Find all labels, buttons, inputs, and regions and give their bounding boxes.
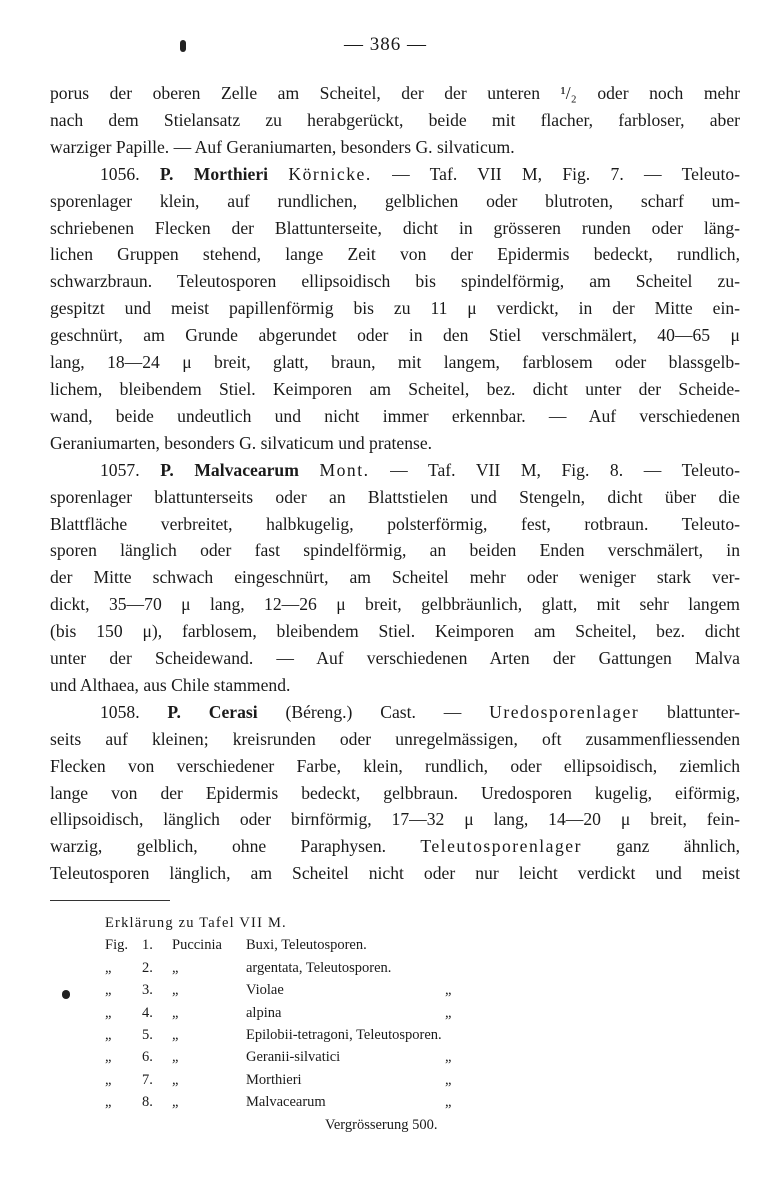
heading-rest: — Taf. VII M, Fig. 8. — Teleuto-: [390, 459, 740, 480]
legend-row: [105, 1024, 605, 1046]
text-line: gespitzt und meist papillenförmig bis zu 11 μ verdickt, in der Mitte ein-: [50, 298, 740, 319]
text-line: lichen Gruppen stehend, lange Zeit von der Epidermis bedeckt, rundlich,: [50, 244, 740, 265]
text-line: Geraniumarten, besonders G. silvaticum und pratense.: [50, 432, 433, 453]
legend-genus: „: [172, 1026, 179, 1043]
legend-ditto: „: [445, 1094, 452, 1111]
legend-fig-label: „: [105, 1026, 112, 1043]
legend-genus: Puccinia: [172, 937, 222, 954]
entry-1058-heading: [50, 699, 740, 726]
legend-row: [105, 1069, 605, 1091]
spaced-term: Uredosporenlager: [489, 701, 640, 722]
genus-abbr: P.: [160, 459, 174, 480]
legend-species: Buxi, Teleutosporen.: [246, 937, 367, 954]
entry-1056-heading: [50, 161, 740, 188]
text-line: sporen länglich oder fast spindelförmig, an beiden Enden verschmälert, in: [50, 540, 740, 561]
text-line: lichem, bleibendem Stiel. Keimporen am Scheitel, bez. dicht unter der Scheide-: [50, 378, 740, 399]
legend-ditto: „: [445, 1004, 452, 1021]
text-segment: ganz ähnlich,: [616, 836, 740, 857]
entry-1057-heading: [50, 457, 740, 484]
text-line: sporenlager klein, auf rundlichen, gelblichen oder blutroten, scharf um-: [50, 190, 740, 211]
legend-fig-number: 8.: [142, 1094, 153, 1111]
legend-title: Erklärung zu Tafel VII M.: [105, 915, 287, 931]
legend-species: argentata, Teleutosporen.: [246, 959, 392, 976]
legend-species: Violae: [246, 982, 284, 999]
entry-number: 1058.: [100, 701, 140, 722]
legend-fig-number: 5.: [142, 1026, 153, 1043]
legend-ditto: „: [445, 1049, 452, 1066]
footnote-rule: [50, 900, 170, 901]
legend-genus: „: [172, 1049, 179, 1066]
text-line: schriebenen Flecken der Blattunterseite, dicht in grösseren runden oder läng-: [50, 217, 740, 238]
spaced-term: Teleutosporenlager: [420, 836, 582, 857]
legend-fig-number: 4.: [142, 1004, 153, 1021]
plate-legend: [105, 912, 605, 1136]
text-line: wand, beide undeutlich und nicht immer erkennbar. — Auf verschiedenen: [50, 405, 740, 426]
legend-fig-label: „: [105, 1004, 112, 1021]
legend-fig-label: „: [105, 1094, 112, 1111]
text-segment: warzig, gelblich, ohne Paraphysen.: [50, 836, 387, 857]
text-line: und Althaea, aus Chile stammend.: [50, 674, 291, 695]
text-line: [50, 833, 740, 860]
legend-row: [105, 1002, 605, 1024]
legend-ditto: „: [445, 982, 452, 999]
heading-dash: —: [443, 701, 462, 722]
legend-rows: [105, 934, 605, 1113]
text-line: unter der Scheidewand. — Auf verschiedenen Arten der Gattungen Malva: [50, 648, 740, 669]
species-name: Morthieri: [193, 163, 269, 184]
legend-genus: „: [172, 1004, 179, 1021]
text-line: porus der oberen Zelle am Scheitel, der der unteren ¹/₂ oder noch mehr: [50, 83, 740, 103]
legend-fig-label: „: [105, 1071, 112, 1088]
author-name: (Béreng.) Cast.: [285, 701, 416, 722]
text-line: nach dem Stielansatz zu herabgerückt, beide mit flacher, farbloser, aber: [50, 109, 740, 130]
text-line: lang, 18—24 μ breit, glatt, braun, mit langem, farblosem oder blassgelb-: [50, 352, 740, 373]
legend-species: alpina: [246, 1004, 282, 1021]
author-name: Mont.: [319, 459, 370, 480]
entry-number: 1057.: [100, 459, 140, 480]
legend-row: [105, 1091, 605, 1113]
text-line: Flecken von verschiedener Farbe, klein, rundlich, oder ellipsoidisch, ziemlich: [50, 755, 740, 776]
legend-fig-label: „: [105, 982, 112, 999]
entry-number: 1056.: [100, 163, 140, 184]
legend-genus: „: [172, 1071, 179, 1088]
text-line: der Mitte schwach eingeschnürt, am Scheitel mehr oder weniger stark ver-: [50, 567, 740, 588]
legend-species: Malvacearum: [246, 1094, 326, 1111]
text-line: geschnürt, am Grunde abgerundet oder in den Stiel verschmälert, 40—65 μ: [50, 325, 740, 346]
body-text: [50, 80, 740, 887]
text-line: lange von der Epidermis bedeckt, gelbbraun. Uredosporen kugelig, eiförmig,: [50, 782, 740, 803]
text-line: schwarzbraun. Teleutosporen ellipsoidisch bis spindelförmig, am Scheitel zu-: [50, 271, 740, 292]
species-name: Cerasi: [208, 701, 258, 722]
legend-species: Morthieri: [246, 1071, 302, 1088]
ink-smudge: [62, 990, 70, 999]
legend-ditto: „: [445, 1071, 452, 1088]
legend-fig-number: 6.: [142, 1049, 153, 1066]
legend-row: [105, 979, 605, 1001]
legend-fig-number: 7.: [142, 1071, 153, 1088]
legend-fig-label: „: [105, 1049, 112, 1066]
legend-genus: „: [172, 1094, 179, 1111]
legend-row: [105, 934, 605, 956]
legend-genus: „: [172, 982, 179, 999]
legend-row: [105, 957, 605, 979]
legend-row: [105, 1046, 605, 1068]
text-line: ellipsoidisch, länglich oder birnförmig, 17—32 μ lang, 14—20 μ breit, fein-: [50, 809, 740, 830]
text-line: seits auf kleinen; kreisrunden oder unregelmässigen, oft zusammenfliessenden: [50, 728, 740, 749]
text-line: (bis 150 μ), farblosem, bleibendem Stiel. Keimporen am Scheitel, bez. dicht: [50, 621, 740, 642]
legend-footer: Vergrösserung 500.: [325, 1116, 438, 1133]
text-line: sporenlager blattunterseits oder an Blattstielen und Stengeln, dicht über die: [50, 486, 740, 507]
legend-fig-number: 3.: [142, 982, 153, 999]
legend-fig-number: 1.: [142, 937, 153, 954]
heading-rest: — Taf. VII M, Fig. 7. — Teleuto-: [392, 163, 740, 184]
text-line: warziger Papille. — Auf Geraniumarten, besonders G. silvaticum.: [50, 136, 515, 157]
species-name: Malvacearum: [194, 459, 299, 480]
author-name: Körnicke.: [288, 163, 372, 184]
legend-fig-label: Fig.: [105, 937, 128, 954]
legend-genus: „: [172, 959, 179, 976]
legend-species: Geranii-silvatici: [246, 1049, 341, 1066]
text-line: dickt, 35—70 μ lang, 12—26 μ breit, gelbbräunlich, glatt, mit sehr langem: [50, 594, 740, 615]
text-line: Blattfläche verbreitet, halbkugelig, polsterförmig, fest, rotbraun. Teleuto-: [50, 513, 740, 534]
heading-tail: blattunter-: [667, 701, 740, 722]
text-line: Teleutosporen länglich, am Scheitel nicht oder nur leicht verdickt und meist: [50, 863, 740, 884]
legend-fig-number: 2.: [142, 959, 153, 976]
legend-species: Epilobii-tetragoni, Teleutosporen.: [246, 1026, 442, 1043]
legend-fig-label: „: [105, 959, 112, 976]
genus-abbr: P.: [167, 701, 181, 722]
page-number: — 386 —: [344, 34, 427, 55]
genus-abbr: P.: [159, 163, 174, 184]
